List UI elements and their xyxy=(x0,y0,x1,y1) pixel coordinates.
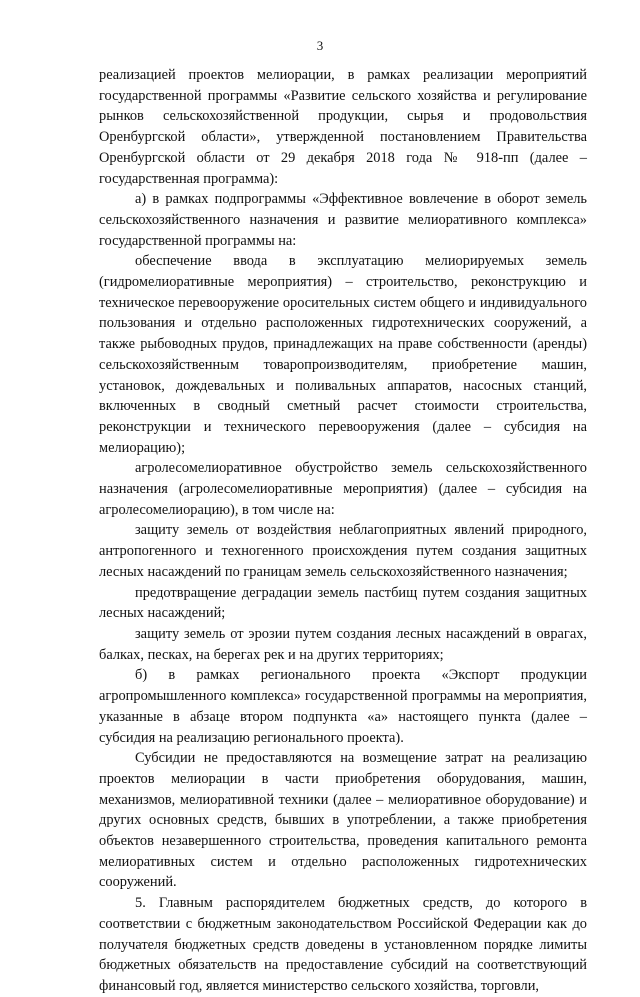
paragraph-melioration: обеспечение ввода в эксплуатацию мелиорируемых земель (гидромелиоративные мероприятия) – строительство, реконструкцию и техническое перевооружение оросительных систем общего и индивидуального пользования и отдельно расположенных гидротехнических сооружений, а также рыбоводных прудов, принадлежащих на праве собственности (аренды) сельскохозяйственным товаропроизводителям, приобретение машин, установок, дождевальных и поливальных аппаратов, насосных станций, включенных в сводный сметный расчет стоимости строительства, реконструкции и технического перевооружения (далее – субсидия на мелиорацию); xyxy=(99,253,587,456)
paragraph-subpoint-b: б) в рамках регионального проекта «Экспорт продукции агропромышленного комплекса» государственной программы на мероприятия, указанные в абзаце втором подпункта «а» настоящего пункта (далее – субсидия на реализацию регионального проекта). xyxy=(99,667,587,746)
paragraph-exclusions: Субсидии не предоставляются на возмещение затрат на реализацию проектов мелиорации в части приобретения оборудования, машин, механизмов, мелиоративной техники (далее – мелиоративное оборудование) и других основных средств, бывших в употреблении, а также приобретения объектов незавершенного строительства, проведения капитального ремонта мелиоративных систем и отдельно расположенных гидротехнических сооружений. xyxy=(99,750,587,891)
paragraph-intro: реализацией проектов мелиорации, в рамках реализации мероприятий государственной программы «Развитие сельского хозяйства и регулирование рынков сельскохозяйственной продукции, сырья и продовольствия Оренбургской области», утвержденной постановлением Правительства Оренбургской области от 29 декабря 2018 года № 918-пп (далее – государственная программа): xyxy=(99,67,587,187)
paragraph-pasture-degradation: предотвращение деградации земель пастбищ путем создания защитных лесных насаждений; xyxy=(99,584,587,622)
paragraph-subpoint-a: а) в рамках подпрограммы «Эффективное вовлечение в оборот земель сельскохозяйственного назначения и развитие мелиоративного комплекса» государственной программы на: xyxy=(99,191,587,249)
paragraph-land-protection: защиту земель от воздействия неблагоприятных явлений природного, антропогенного и техногенного происхождения путем создания защитных лесных насаждений по границам земель сельскохозяйственного назначения; xyxy=(99,522,587,580)
paragraph-agroforestry: агролесомелиоративное обустройство земель сельскохозяйственного назначения (агролесомелиоративные мероприятия) (далее – субсидия на агролесомелиорацию), в том числе на: xyxy=(99,460,587,518)
paragraph-item-5: 5. Главным распорядителем бюджетных средств, до которого в соответствии с бюджетным законодательством Российской Федерации как до получателя бюджетных средств доведены в установленном порядке лимиты бюджетных обязательств на предоставление субсидий на соответствующий финансовый год, является министерство сельского хозяйства, торговли, xyxy=(99,895,587,994)
document-body xyxy=(99,65,587,997)
paragraph-erosion-protection: защиту земель от эрозии путем создания лесных насаждений в оврагах, балках, песках, на берегах рек и на других территориях; xyxy=(99,625,587,663)
page-number: 3 xyxy=(316,38,324,53)
